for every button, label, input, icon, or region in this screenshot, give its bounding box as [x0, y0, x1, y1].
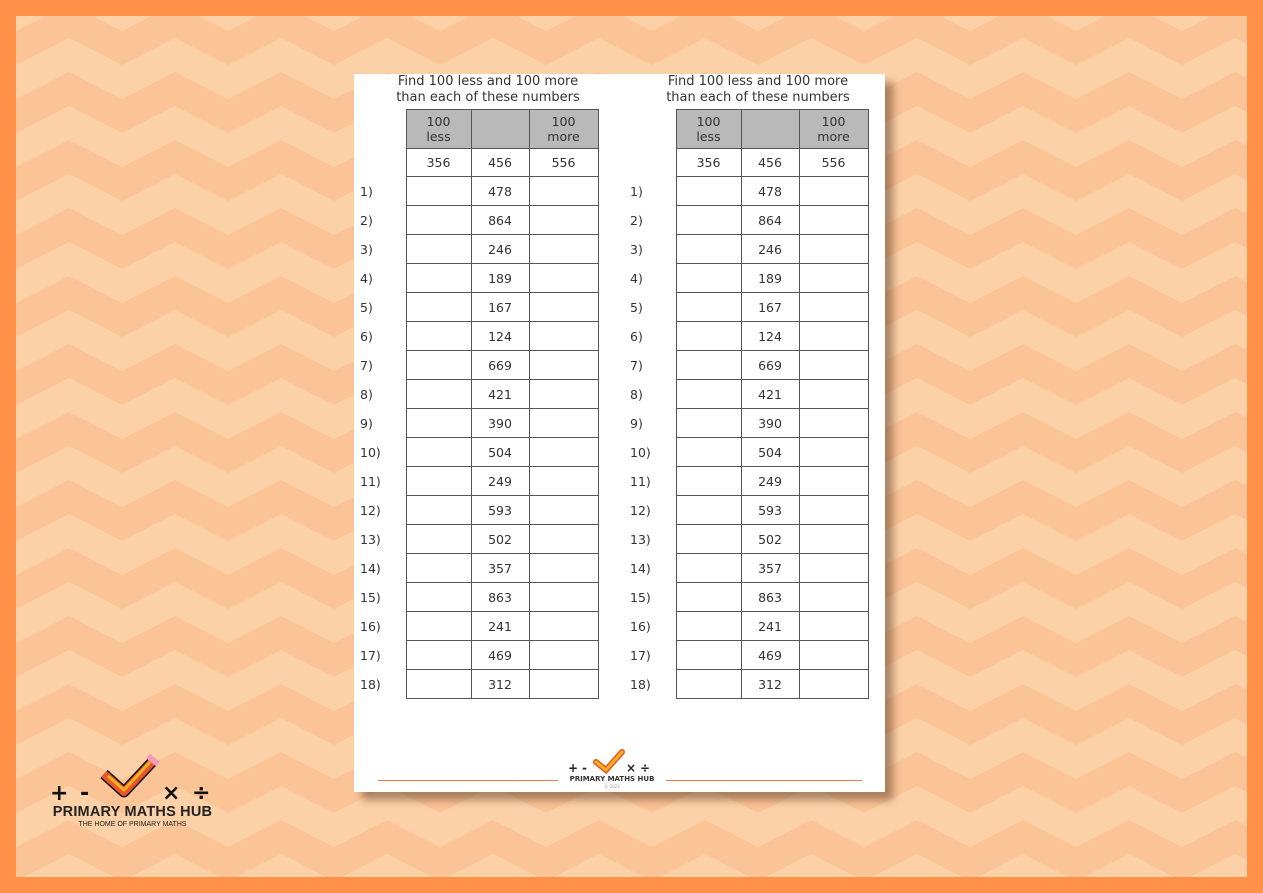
question-row	[624, 293, 868, 322]
minus-symbol: -	[80, 781, 90, 804]
answer-more-cell	[799, 409, 868, 438]
question-row	[354, 206, 598, 235]
question-value: 421	[471, 380, 529, 409]
answer-less-cell	[406, 525, 471, 554]
answer-more-cell	[529, 496, 598, 525]
question-value: 863	[471, 583, 529, 612]
question-row	[354, 641, 598, 670]
logo-tagline: THE HOME OF PRIMARY MATHS	[78, 821, 187, 828]
question-value: 478	[471, 177, 529, 206]
minus-symbol: -	[582, 761, 587, 775]
question-number: 9)	[630, 415, 643, 431]
question-value: 669	[741, 351, 799, 380]
question-row	[354, 438, 598, 467]
answer-less-cell	[676, 380, 741, 409]
answer-less-cell	[406, 351, 471, 380]
sheet-footer	[354, 742, 885, 792]
answer-more-cell	[529, 612, 598, 641]
question-number: 18)	[360, 676, 381, 692]
answer-less-cell	[676, 322, 741, 351]
answer-more-cell	[799, 438, 868, 467]
answer-less-cell	[406, 206, 471, 235]
times-symbol: ×	[162, 781, 181, 804]
example-row	[354, 149, 598, 177]
question-row	[624, 409, 868, 438]
question-number: 1)	[630, 183, 643, 199]
answer-more-cell	[529, 351, 598, 380]
question-value: 241	[741, 612, 799, 641]
question-number: 4)	[630, 270, 643, 286]
answer-less-cell	[676, 612, 741, 641]
answer-more-cell	[799, 206, 868, 235]
instruction-text: Find 100 less and 100 more than each of these numbers	[396, 74, 580, 105]
question-number: 8)	[630, 386, 643, 402]
answer-more-cell	[529, 380, 598, 409]
question-number: 9)	[360, 415, 373, 431]
header-number	[471, 110, 529, 149]
answer-less-cell	[406, 380, 471, 409]
answer-less-cell	[676, 554, 741, 583]
divide-symbol: ÷	[192, 781, 211, 804]
answer-less-cell	[406, 235, 471, 264]
answer-less-cell	[406, 612, 471, 641]
answer-less-cell	[676, 583, 741, 612]
answer-less-cell	[406, 438, 471, 467]
question-number: 13)	[360, 531, 381, 547]
answer-less-cell	[676, 496, 741, 525]
answer-more-cell	[799, 525, 868, 554]
worksheet-table	[354, 109, 599, 699]
question-row	[354, 351, 598, 380]
question-number: 1)	[360, 183, 373, 199]
question-row	[624, 496, 868, 525]
answer-more-cell	[799, 496, 868, 525]
divide-symbol: ÷	[640, 761, 651, 775]
question-row	[354, 380, 598, 409]
answer-more-cell	[799, 583, 868, 612]
question-number: 3)	[360, 241, 373, 257]
plus-symbol: +	[568, 761, 579, 775]
question-value: 469	[471, 641, 529, 670]
answer-less-cell	[676, 177, 741, 206]
example-row	[624, 149, 868, 177]
question-number: 12)	[630, 502, 651, 518]
question-row	[624, 554, 868, 583]
question-row	[354, 264, 598, 293]
table-header-row	[624, 110, 868, 149]
answer-less-cell	[676, 206, 741, 235]
question-value: 167	[741, 293, 799, 322]
question-row	[624, 641, 868, 670]
answer-more-cell	[529, 206, 598, 235]
question-value: 864	[741, 206, 799, 235]
question-number: 17)	[630, 647, 651, 663]
question-number: 14)	[360, 560, 381, 576]
question-row	[354, 467, 598, 496]
question-value: 246	[471, 235, 529, 264]
question-row	[354, 235, 598, 264]
answer-more-cell	[529, 409, 598, 438]
answer-less-cell	[676, 525, 741, 554]
answer-more-cell	[799, 612, 868, 641]
question-number: 4)	[360, 270, 373, 286]
question-number: 10)	[360, 444, 381, 460]
header-number	[741, 110, 799, 149]
question-value: 390	[741, 409, 799, 438]
question-number: 14)	[630, 560, 651, 576]
question-number: 6)	[360, 328, 373, 344]
question-number: 11)	[630, 473, 651, 489]
question-number: 12)	[360, 502, 381, 518]
question-number: 15)	[630, 589, 651, 605]
question-value: 669	[471, 351, 529, 380]
answer-less-cell	[406, 177, 471, 206]
times-symbol: ×	[626, 761, 637, 775]
footer-divider	[666, 780, 862, 781]
answer-less-cell	[406, 322, 471, 351]
answer-less-cell	[676, 293, 741, 322]
question-row	[624, 177, 868, 206]
question-row	[624, 612, 868, 641]
question-value: 421	[741, 380, 799, 409]
question-row	[354, 612, 598, 641]
primary-maths-hub-logo	[40, 752, 240, 832]
question-number: 10)	[630, 444, 651, 460]
answer-less-cell	[676, 641, 741, 670]
answer-less-cell	[676, 351, 741, 380]
answer-less-cell	[676, 467, 741, 496]
question-row	[624, 206, 868, 235]
header-100-less: 100 less	[676, 110, 741, 149]
answer-more-cell	[529, 438, 598, 467]
answer-more-cell	[799, 351, 868, 380]
question-row	[624, 235, 868, 264]
question-value: 593	[741, 496, 799, 525]
example-less: 356	[676, 149, 741, 177]
question-value: 502	[471, 525, 529, 554]
worksheet-page	[354, 74, 885, 792]
example-less: 356	[406, 149, 471, 177]
answer-more-cell	[529, 293, 598, 322]
header-100-more: 100 more	[799, 110, 868, 149]
question-value: 502	[741, 525, 799, 554]
answer-less-cell	[406, 583, 471, 612]
question-row	[354, 670, 598, 699]
question-value: 124	[471, 322, 529, 351]
answer-less-cell	[676, 670, 741, 699]
example-number: 456	[741, 149, 799, 177]
answer-more-cell	[529, 322, 598, 351]
question-row	[624, 264, 868, 293]
answer-less-cell	[676, 264, 741, 293]
question-number: 17)	[360, 647, 381, 663]
question-row	[624, 380, 868, 409]
question-row	[624, 670, 868, 699]
question-number: 18)	[630, 676, 651, 692]
answer-more-cell	[529, 264, 598, 293]
answer-more-cell	[799, 554, 868, 583]
question-number: 2)	[630, 212, 643, 228]
question-value: 189	[471, 264, 529, 293]
question-number: 6)	[630, 328, 643, 344]
pencil-check-icon	[104, 756, 158, 792]
question-value: 504	[741, 438, 799, 467]
answer-less-cell	[406, 670, 471, 699]
worksheet-table	[624, 109, 869, 699]
question-row	[624, 438, 868, 467]
worksheet-left	[354, 74, 619, 714]
question-number: 5)	[630, 299, 643, 315]
answer-less-cell	[406, 467, 471, 496]
question-number: 8)	[360, 386, 373, 402]
question-value: 390	[471, 409, 529, 438]
answer-more-cell	[529, 583, 598, 612]
answer-more-cell	[529, 467, 598, 496]
answer-more-cell	[799, 177, 868, 206]
worksheet-right	[624, 74, 889, 714]
question-value: 189	[741, 264, 799, 293]
question-row	[624, 525, 868, 554]
question-number: 3)	[630, 241, 643, 257]
answer-less-cell	[406, 409, 471, 438]
question-value: 593	[471, 496, 529, 525]
question-value: 357	[471, 554, 529, 583]
answer-more-cell	[799, 380, 868, 409]
question-value: 312	[741, 670, 799, 699]
question-row	[354, 583, 598, 612]
sheet-brand-text: PRIMARY MATHS HUB	[569, 775, 655, 783]
question-number: 15)	[360, 589, 381, 605]
sheet-footer-logo	[558, 742, 666, 792]
answer-more-cell	[799, 293, 868, 322]
answer-more-cell	[799, 467, 868, 496]
question-number: 13)	[630, 531, 651, 547]
question-number: 7)	[360, 357, 373, 373]
question-value: 249	[471, 467, 529, 496]
chevron-stripe	[16, 16, 1247, 65]
plus-symbol: +	[50, 781, 69, 804]
question-row	[354, 496, 598, 525]
question-number: 7)	[630, 357, 643, 373]
answer-more-cell	[529, 641, 598, 670]
question-value: 864	[471, 206, 529, 235]
copyright-text: © 2023	[604, 784, 620, 789]
example-more: 556	[799, 149, 868, 177]
question-value: 167	[471, 293, 529, 322]
answer-less-cell	[406, 264, 471, 293]
answer-more-cell	[529, 177, 598, 206]
answer-more-cell	[799, 235, 868, 264]
question-row	[354, 177, 598, 206]
question-value: 124	[741, 322, 799, 351]
table-header-row	[354, 110, 598, 149]
question-row	[624, 322, 868, 351]
question-value: 469	[741, 641, 799, 670]
logo-brand-text: PRIMARY MATHS HUB	[52, 804, 213, 820]
question-number: 5)	[360, 299, 373, 315]
answer-less-cell	[676, 438, 741, 467]
question-row	[354, 554, 598, 583]
question-value: 312	[471, 670, 529, 699]
question-value: 863	[741, 583, 799, 612]
answer-less-cell	[406, 293, 471, 322]
answer-more-cell	[799, 264, 868, 293]
question-value: 241	[471, 612, 529, 641]
answer-less-cell	[676, 409, 741, 438]
answer-more-cell	[529, 235, 598, 264]
question-number: 2)	[360, 212, 373, 228]
answer-more-cell	[529, 670, 598, 699]
question-row	[354, 293, 598, 322]
answer-more-cell	[529, 554, 598, 583]
question-row	[624, 467, 868, 496]
question-row	[354, 409, 598, 438]
answer-less-cell	[406, 641, 471, 670]
question-number: 16)	[360, 618, 381, 634]
question-value: 504	[471, 438, 529, 467]
answer-more-cell	[799, 641, 868, 670]
question-row	[624, 583, 868, 612]
answer-more-cell	[529, 525, 598, 554]
instruction-text: Find 100 less and 100 more than each of these numbers	[666, 74, 850, 105]
question-value: 246	[741, 235, 799, 264]
footer-divider	[378, 780, 558, 781]
header-100-more: 100 more	[529, 110, 598, 149]
question-row	[624, 351, 868, 380]
header-100-less: 100 less	[406, 110, 471, 149]
question-value: 249	[741, 467, 799, 496]
question-value: 357	[741, 554, 799, 583]
answer-less-cell	[676, 235, 741, 264]
answer-less-cell	[406, 496, 471, 525]
answer-more-cell	[799, 322, 868, 351]
example-more: 556	[529, 149, 598, 177]
example-number: 456	[471, 149, 529, 177]
question-value: 478	[741, 177, 799, 206]
question-number: 16)	[630, 618, 651, 634]
question-row	[354, 322, 598, 351]
question-row	[354, 525, 598, 554]
answer-less-cell	[406, 554, 471, 583]
answer-more-cell	[799, 670, 868, 699]
question-number: 11)	[360, 473, 381, 489]
